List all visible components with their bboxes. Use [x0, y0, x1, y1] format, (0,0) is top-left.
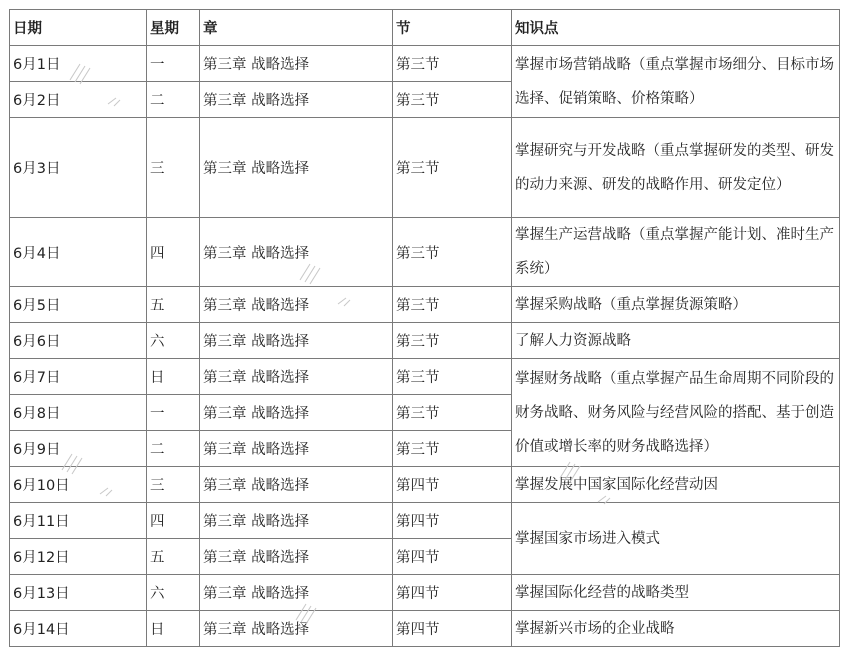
chapter-cell: 第三章 战略选择 — [200, 287, 393, 323]
chapter-cell: 第三章 战略选择 — [200, 575, 393, 611]
section-cell: 第四节 — [393, 467, 512, 503]
weekday-cell: 一 — [147, 395, 200, 431]
chapter-cell: 第三章 战略选择 — [200, 82, 393, 118]
knowledge-cell: 掌握发展中国家国际化经营动因 — [512, 467, 840, 503]
header-weekday: 星期 — [147, 10, 200, 46]
header-date: 日期 — [10, 10, 147, 46]
section-cell: 第三节 — [393, 82, 512, 118]
table-row — [10, 359, 840, 395]
knowledge-cell: 掌握新兴市场的企业战略 — [512, 611, 840, 647]
weekday-cell: 日 — [147, 611, 200, 647]
table-row — [10, 503, 840, 539]
table-row — [10, 287, 840, 323]
weekday-cell: 五 — [147, 287, 200, 323]
chapter-cell: 第三章 战略选择 — [200, 46, 393, 82]
weekday-cell: 五 — [147, 539, 200, 575]
table-row — [10, 467, 840, 503]
date-cell: 6月10日 — [10, 467, 147, 503]
weekday-cell: 三 — [147, 467, 200, 503]
section-cell: 第三节 — [393, 431, 512, 467]
table-row — [10, 218, 840, 287]
section-cell: 第四节 — [393, 575, 512, 611]
table-row — [10, 118, 840, 218]
chapter-cell: 第三章 战略选择 — [200, 611, 393, 647]
schedule-table-wrapper — [9, 9, 840, 647]
weekday-cell: 二 — [147, 431, 200, 467]
section-cell: 第四节 — [393, 611, 512, 647]
section-cell: 第三节 — [393, 46, 512, 82]
date-cell: 6月6日 — [10, 323, 147, 359]
weekday-cell: 六 — [147, 575, 200, 611]
table-row — [10, 575, 840, 611]
chapter-cell: 第三章 战略选择 — [200, 467, 393, 503]
section-cell: 第三节 — [393, 118, 512, 218]
weekday-cell: 日 — [147, 359, 200, 395]
weekday-cell: 一 — [147, 46, 200, 82]
knowledge-cell: 掌握生产运营战略（重点掌握产能计划、准时生产系统） — [512, 218, 840, 287]
date-cell: 6月12日 — [10, 539, 147, 575]
date-cell: 6月9日 — [10, 431, 147, 467]
section-cell: 第三节 — [393, 218, 512, 287]
weekday-cell: 二 — [147, 82, 200, 118]
header-section: 节 — [393, 10, 512, 46]
section-cell: 第三节 — [393, 323, 512, 359]
date-cell: 6月7日 — [10, 359, 147, 395]
chapter-cell: 第三章 战略选择 — [200, 118, 393, 218]
chapter-cell: 第三章 战略选择 — [200, 359, 393, 395]
knowledge-cell: 掌握财务战略（重点掌握产品生命周期不同阶段的财务战略、财务风险与经营风险的搭配、基于创造价值或增长率的财务战略选择） — [512, 359, 840, 467]
header-chapter: 章 — [200, 10, 393, 46]
knowledge-cell: 掌握国际化经营的战略类型 — [512, 575, 840, 611]
date-cell: 6月5日 — [10, 287, 147, 323]
section-cell: 第三节 — [393, 287, 512, 323]
weekday-cell: 三 — [147, 118, 200, 218]
section-cell: 第四节 — [393, 503, 512, 539]
date-cell: 6月13日 — [10, 575, 147, 611]
header-row — [10, 10, 840, 46]
knowledge-cell: 掌握市场营销战略（重点掌握市场细分、目标市场选择、促销策略、价格策略） — [512, 46, 840, 118]
study-schedule-table — [9, 9, 840, 647]
chapter-cell: 第三章 战略选择 — [200, 218, 393, 287]
date-cell: 6月2日 — [10, 82, 147, 118]
date-cell: 6月11日 — [10, 503, 147, 539]
knowledge-cell: 掌握采购战略（重点掌握货源策略） — [512, 287, 840, 323]
chapter-cell: 第三章 战略选择 — [200, 395, 393, 431]
date-cell: 6月1日 — [10, 46, 147, 82]
section-cell: 第三节 — [393, 359, 512, 395]
date-cell: 6月14日 — [10, 611, 147, 647]
chapter-cell: 第三章 战略选择 — [200, 431, 393, 467]
weekday-cell: 六 — [147, 323, 200, 359]
date-cell: 6月4日 — [10, 218, 147, 287]
knowledge-cell: 了解人力资源战略 — [512, 323, 840, 359]
section-cell: 第四节 — [393, 539, 512, 575]
table-row — [10, 611, 840, 647]
chapter-cell: 第三章 战略选择 — [200, 323, 393, 359]
weekday-cell: 四 — [147, 218, 200, 287]
chapter-cell: 第三章 战略选择 — [200, 539, 393, 575]
date-cell: 6月8日 — [10, 395, 147, 431]
weekday-cell: 四 — [147, 503, 200, 539]
section-cell: 第三节 — [393, 395, 512, 431]
knowledge-cell: 掌握国家市场进入模式 — [512, 503, 840, 575]
chapter-cell: 第三章 战略选择 — [200, 503, 393, 539]
header-knowledge: 知识点 — [512, 10, 840, 46]
table-row — [10, 46, 840, 82]
date-cell: 6月3日 — [10, 118, 147, 218]
table-row — [10, 323, 840, 359]
knowledge-cell: 掌握研究与开发战略（重点掌握研发的类型、研发的动力来源、研发的战略作用、研发定位） — [512, 118, 840, 218]
